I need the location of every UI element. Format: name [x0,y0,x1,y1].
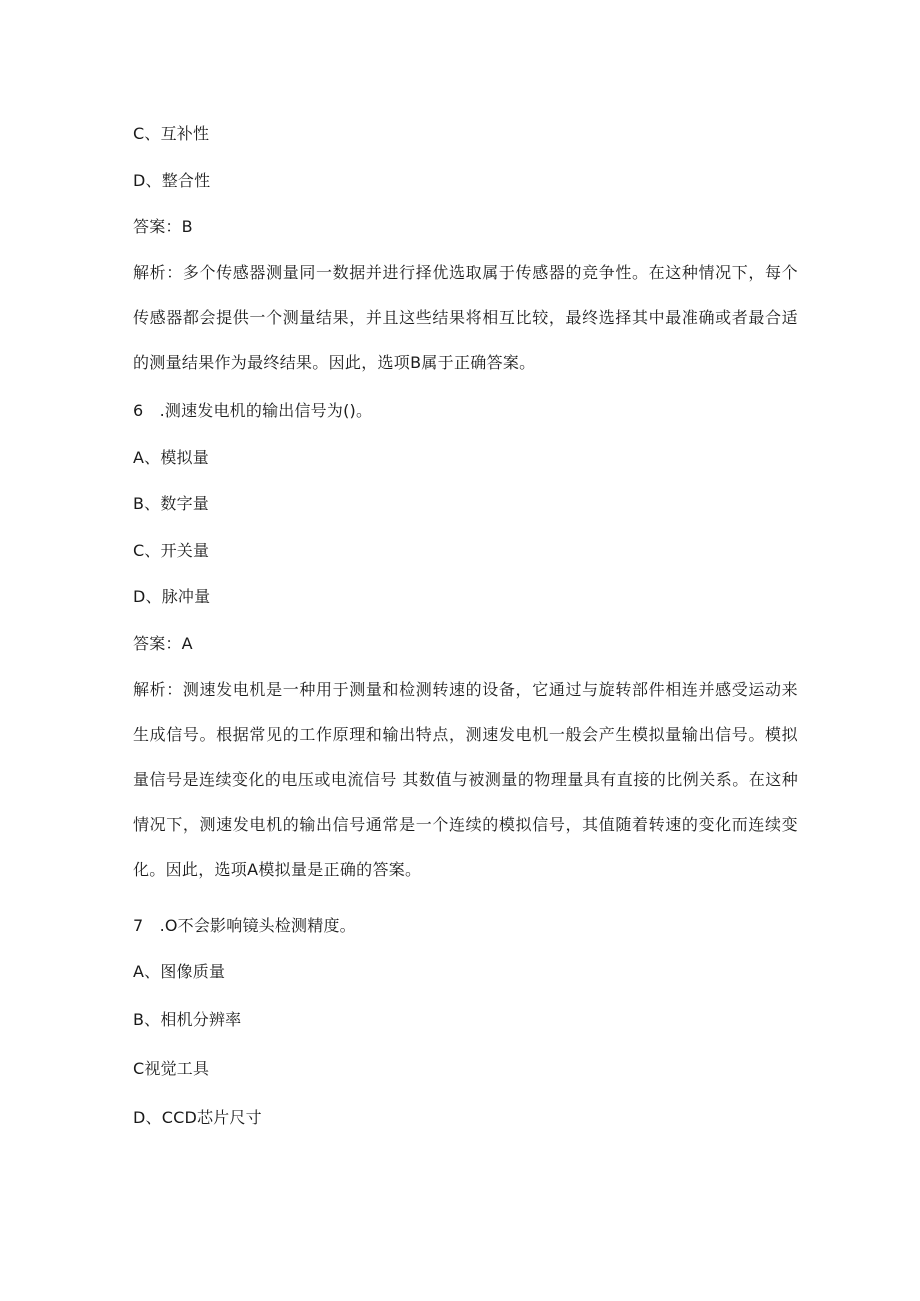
q6-question: 6 .测速发电机的输出信号为()。 [133,401,373,420]
q7-option-d: D、CCD芯片尺寸 [133,1108,262,1127]
q6-option-d: D、脉冲量 [133,587,211,606]
q7-option-a: A、图像质量 [133,962,226,981]
q5-analysis: 解析：多个传感器测量同一数据并进行择优选取属于传感器的竞争性。在这种情况下，每个传感器都会提供一个测量结果，并且这些结果将相互比较，最终选择其中最准确或者最合适的测量结果作为最终结果。因此，选项B属于正确答案。 [133,263,798,372]
q6-analysis: 解析：测速发电机是一种用于测量和检测转速的设备，它通过与旋转部件相连并感受运动来生成信号。根据常见的工作原理和输出特点，测速发电机一般会产生模拟量输出信号。模拟量信号是连续变化的电压或电流信号 其数值与被测量的物理量具有直接的比例关系。在这种情况下，测速发电机的输出信号通常是一个连续的模拟信号，其值随着转速的变化而连续变化。因此，选项A模拟量是正确的答案。 [133,680,798,879]
q7-question: 7 .O不会影响镜头检测精度。 [133,916,356,935]
q6-option-c: C、开关量 [133,541,210,560]
q6-option-b: B、数字量 [133,494,209,513]
q7-option-b: B、相机分辨率 [133,1010,242,1029]
q7-option-c: C视觉工具 [133,1059,210,1078]
q5-option-c: C、互补性 [133,124,210,143]
q5-answer: 答案：B [133,217,193,236]
q6-option-a: A、模拟量 [133,448,209,467]
q5-option-d: D、整合性 [133,171,211,190]
q6-answer: 答案：A [133,634,193,653]
